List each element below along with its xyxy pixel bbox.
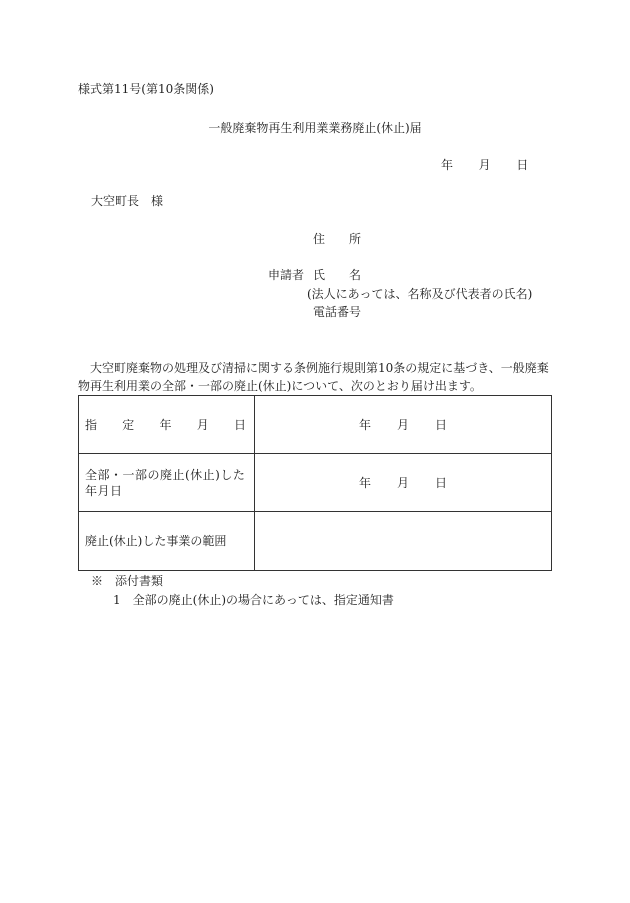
business-scope-label: 廃止(休止)した事業の範囲 <box>79 512 255 571</box>
addressee: 大空町長 様 <box>91 194 164 208</box>
value-day: 日 <box>435 417 448 432</box>
abolition-date-label: 全部・一部の廃止(休止)した年月日 <box>79 454 255 512</box>
value-year: 年 <box>358 417 371 432</box>
value-day: 日 <box>435 475 448 490</box>
label-char: 年 <box>159 417 172 432</box>
notification-table <box>78 395 552 571</box>
address-label: 住 所 <box>313 232 362 246</box>
phone-label: 電話番号 <box>313 305 362 319</box>
designation-date-label <box>79 396 255 454</box>
label-char: 指 <box>85 417 98 432</box>
attachment-item-1: 1 全部の廃止(休止)の場合にあっては、指定通知書 <box>113 593 394 607</box>
value-month: 月 <box>396 475 409 490</box>
name-label: 氏 名 <box>313 268 362 282</box>
name-note: (法人にあっては、名称及び代表者の氏名) <box>307 287 533 301</box>
body-text-line-1: 大空町廃棄物の処理及び清掃に関する条例施行規則第10条の規定に基づき、一般廃棄 <box>90 361 549 375</box>
applicant-role-label: 申請者 <box>268 268 305 282</box>
date-day-label: 日 <box>516 158 529 172</box>
date-year-label: 年 <box>441 158 454 172</box>
document-title: 一般廃棄物再生利用業業務廃止(休止)届 <box>208 121 422 135</box>
label-char: 日 <box>233 417 246 432</box>
value-month: 月 <box>396 417 409 432</box>
table-row <box>79 512 552 571</box>
abolition-date-value <box>255 454 552 512</box>
value-year: 年 <box>358 475 371 490</box>
table-row <box>79 396 552 454</box>
designation-date-value <box>255 396 552 454</box>
submission-date <box>441 158 528 172</box>
form-number: 様式第11号(第10条関係) <box>78 82 214 96</box>
table-row <box>79 454 552 512</box>
body-text-line-2: 物再生利用業の全部・一部の廃止(休止)について、次のとおり届け出ます。 <box>78 379 482 393</box>
attachments-heading: ※ 添付書類 <box>91 574 164 588</box>
label-char: 定 <box>122 417 135 432</box>
date-month-label: 月 <box>478 158 491 172</box>
business-scope-value <box>255 512 552 571</box>
label-char: 月 <box>196 417 209 432</box>
